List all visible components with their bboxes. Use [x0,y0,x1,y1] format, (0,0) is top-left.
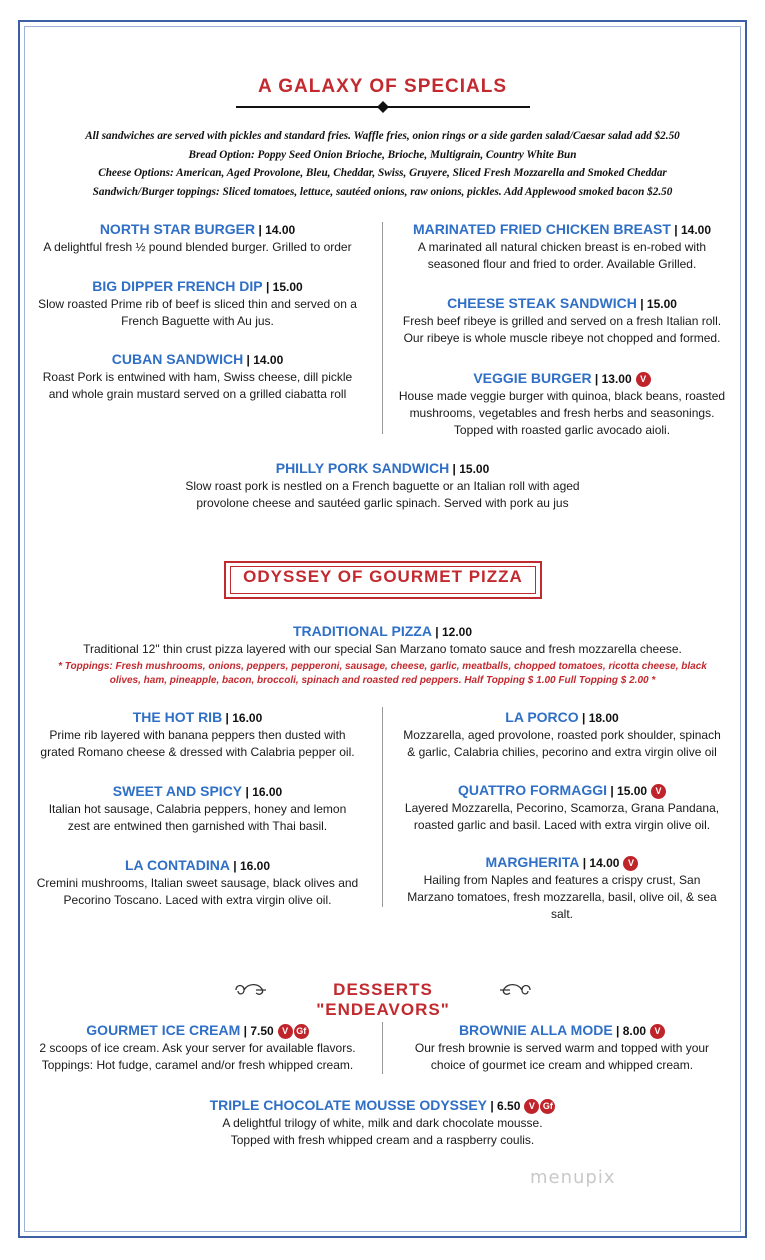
item-cuban-sandwich: CUBAN SANDWICH | 14.00 Roast Pork is entwined with ham, Swiss cheese, dill pickle and whole grain mustard served on a grilled ciabatta roll [30,350,365,403]
note-sides: All sandwiches are served with pickles and standard fries. Waffle fries, onion rings or a side garden salad/Caesar salad add $2.50 [85,130,680,142]
item-desc-line: A marinated all natural chicken breast is en-robed with [417,240,707,254]
gluten-free-badge-icon: Gf [540,1099,555,1114]
item-la-contadina: LA CONTADINA | 16.00 Cremini mushrooms, Italian sweet sausage, black olives and Pecorino Toscano. Laced with extra virgin olive oil. [30,856,365,909]
item-price: 15.00 [617,784,648,798]
vegetarian-badge-icon: V [651,784,666,799]
item-desc-line: Hailing from Naples and features a crispy crust, San [423,873,701,887]
pizza-toppings [36,660,729,688]
item-price: 6.50 [497,1099,521,1113]
item-desc-line: Mozzarella, aged provolone, roasted pork shoulder, spinach [403,728,721,742]
item-desc-line: choice of gourmet ice cream and whipped cream. [430,1058,694,1072]
vegetarian-badge-icon: V [636,372,651,387]
right-swirl-ornament-icon [498,981,532,999]
item-price: 16.00 [252,785,283,799]
item-veggie-burger: VEGGIE BURGER | 13.00 V House made veggie burger with quinoa, black beans, roasted mushrooms, vegetables and fresh herbs and seasonings. Topped with roasted garlic avocado aioli. [392,369,732,439]
item-price: 16.00 [232,711,263,725]
item-desc-line: Fresh beef ribeye is grilled and served on a fresh Italian roll. [402,314,722,328]
specials-column-divider [382,222,383,434]
item-name: CHEESE STEAK SANDWICH [447,295,637,311]
item-name: CUBAN SANDWICH [111,351,244,367]
item-name: TRIPLE CHOCOLATE MOUSSE ODYSSEY [209,1097,488,1113]
item-desc-line: provolone cheese and sautéed garlic spinach. Served with pork au jus [196,496,569,510]
item-desc-line: Topped with roasted garlic avocado aioli. [453,423,671,437]
item-brownie-alla-mode: BROWNIE ALLA MODE | 8.00 V Our fresh brownie is served warm and topped with your choice of gourmet ice cream and whipped cream. [392,1021,732,1074]
item-name: THE HOT RIB [132,709,223,725]
item-price: 15.00 [459,462,490,476]
note-bread: Bread Option: Poppy Seed Onion Brioche, Brioche, Multigrain, Country White Bun [188,148,577,161]
item-name: TRADITIONAL PIZZA [292,623,432,639]
item-price: 14.00 [680,223,712,237]
item-desc-line: zest are entwined then garnished with Thai basil. [67,819,328,833]
item-name: SWEET AND SPICY [112,783,243,799]
item-name: BIG DIPPER FRENCH DIP [92,278,263,294]
vegetarian-badge-icon: V [524,1099,539,1114]
pizza-column-divider [382,707,383,907]
item-desc-line: roasted garlic and basil. Laced with extra virgin olive oil. [413,818,711,832]
item-name: MARINATED FRIED CHICKEN BREAST [412,221,671,237]
item-price: 14.00 [253,353,284,367]
item-desc-line: Pecorino Toscano. Laced with extra virgin olive oil. [63,893,332,907]
item-name: LA CONTADINA [124,857,230,873]
item-desc-line: Roast Pork is entwined with ham, Swiss cheese, dill pickle [42,370,353,384]
item-philly-pork-sandwich: PHILLY PORK SANDWICH | 15.00 Slow roast pork is nestled on a French baguette or an Italian roll with aged provolone cheese and sautéed garlic spinach. Served with pork au jus [30,459,735,512]
specials-title-underline [236,100,530,114]
item-big-dipper-french-dip: BIG DIPPER FRENCH DIP | 15.00 Slow roasted Prime rib of beef is sliced thin and served on a French Baguette with Au jus. [30,277,365,330]
item-desc-line: Italian hot sausage, Calabria peppers, honey and lemon [48,802,347,816]
item-cheese-steak-sandwich: CHEESE STEAK SANDWICH | 15.00 Fresh beef ribeye is grilled and served on a fresh Italian roll. Our ribeye is whole muscle ribeye not chopped and formed. [392,294,732,347]
item-desc-line: A delightful trilogy of white, milk and dark chocolate mousse. [222,1116,543,1130]
desserts-column-divider [382,1022,383,1074]
item-desc: Traditional 12" thin crust pizza layered with our special San Marzano tomato sauce and fresh mozzarella cheese. [83,642,682,656]
item-price: 15.00 [646,297,677,311]
item-desc-line: Cremini mushrooms, Italian sweet sausage, black olives and [36,876,359,890]
item-north-star-burger: NORTH STAR BURGER | 14.00 A delightful fresh ½ pound blended burger. Grilled to order [30,220,365,256]
item-desc-line: Our ribeye is whole muscle ribeye not chopped and formed. [403,331,721,345]
item-desc-line: French Baguette with Au jus. [121,314,274,328]
specials-title: A GALAXY OF SPECIALS [257,76,508,97]
gluten-free-badge-icon: Gf [294,1024,309,1039]
item-price: 16.00 [240,859,271,873]
item-desc: A delightful fresh ½ pound blended burger. Grilled to order [43,240,352,254]
item-name: VEGGIE BURGER [473,370,592,386]
item-desc-line: & garlic, Calabria chilies, pecorino and extra virgin olive oil [407,745,717,759]
item-price: 18.00 [588,711,619,725]
vegetarian-badge-icon: V [278,1024,293,1039]
item-price: 12.00 [441,625,473,639]
item-price: 14.00 [589,856,620,870]
item-desc-line: mushrooms, vegetables and fresh herbs and seasonings. [409,406,715,420]
item-desc-line: Toppings: Hot fudge, caramel and/or fresh whipped cream. [41,1058,354,1072]
item-desc-line: Marzano tomatoes, fresh mozzarella, basil, olive oil, & sea [407,890,717,904]
item-name: QUATTRO FORMAGGI [457,782,607,798]
item-desc-line: grated Romano cheese & dressed with Calabria pepper oil. [40,745,355,759]
item-traditional-pizza: TRADITIONAL PIZZA | 12.00 Traditional 12" thin crust pizza layered with our special San Marzano tomato sauce and fresh mozzarella cheese. [30,622,735,658]
item-gourmet-ice-cream: GOURMET ICE CREAM | 7.50 V Gf 2 scoops of ice cream. Ask your server for available flavors. Toppings: Hot fudge, caramel and/or fresh whipped cream. [30,1021,365,1074]
item-quattro-formaggi: QUATTRO FORMAGGI | 15.00 V Layered Mozzarella, Pecorino, Scamorza, Grana Pandana, roasted garlic and basil. Laced with extra virgin olive oil. [392,781,732,834]
item-desc-line: and whole grain mustard served on a grilled ciabatta roll [48,387,347,401]
item-desc-line: House made veggie burger with quinoa, black beans, roasted [398,389,726,403]
left-swirl-ornament-icon [234,981,268,999]
note-toppings: Sandwich/Burger toppings: Sliced tomatoes, lettuce, sautéed onions, raw onions, pickles. Add Applewood smoked bacon $2.50 [92,185,673,198]
item-la-porco: LA PORCO | 18.00 Mozzarella, aged provolone, roasted pork shoulder, spinach & garlic, Calabria chilies, pecorino and extra virgin olive oil [392,708,732,761]
item-desc-line: 2 scoops of ice cream. Ask your server for available flavors. [39,1041,356,1055]
vegetarian-badge-icon: V [623,856,638,871]
item-desc-line: seasoned flour and fried to order. Available Grilled. [427,257,697,271]
item-sweet-and-spicy: SWEET AND SPICY | 16.00 Italian hot sausage, Calabria peppers, honey and lemon zest are entwined then garnished with Thai basil. [30,782,365,835]
item-desc-line: Prime rib layered with banana peppers then dusted with [49,728,346,742]
toppings-line: * Toppings: Fresh mushrooms, onions, peppers, pepperoni, sausage, cheese, garlic, meatballs, chopped tomatoes, ricotta cheese, black [58,661,707,672]
specials-notes [30,127,735,201]
desserts-title: DESSERTS "ENDEAVORS" [316,980,450,1019]
note-cheese: Cheese Options: American, Aged Provolone, Bleu, Cheddar, Swiss, Gruyere, Sliced Fresh Mozzarella and Smoked Cheddar [98,167,667,179]
item-desc-line: Our fresh brownie is served warm and topped with your [414,1041,710,1055]
item-price: 13.00 [601,372,632,386]
item-the-hot-rib: THE HOT RIB | 16.00 Prime rib layered with banana peppers then dusted with grated Romano cheese & dressed with Calabria pepper oil. [30,708,365,761]
pizza-title: ODYSSEY OF GOURMET PIZZA [243,567,523,586]
item-name: MARGHERITA [485,854,580,870]
item-desc-line: Slow roasted Prime rib of beef is sliced thin and served on a [38,297,357,311]
item-name: LA PORCO [505,709,579,725]
item-desc-line: Layered Mozzarella, Pecorino, Scamorza, Grana Pandana, [404,801,720,815]
vegetarian-badge-icon: V [650,1024,665,1039]
item-price: 8.00 [622,1024,647,1038]
item-desc-line: Topped with fresh whipped cream and a raspberry coulis. [230,1133,535,1147]
item-name: NORTH STAR BURGER [99,221,256,237]
item-price: 15.00 [272,280,303,294]
item-name: BROWNIE ALLA MODE [458,1022,613,1038]
item-margherita: MARGHERITA | 14.00 V Hailing from Naples and features a crispy crust, San Marzano tomatoes, fresh mozzarella, basil, olive oil, & sea salt. [392,853,732,923]
item-price: 14.00 [265,223,296,237]
item-name: GOURMET ICE CREAM [86,1022,241,1038]
menupix-watermark: menupix [530,1167,616,1188]
item-triple-chocolate-mousse: TRIPLE CHOCOLATE MOUSSE ODYSSEY | 6.50 V Gf A delightful trilogy of white, milk and dark chocolate mousse. Topped with fresh whipped cream and a raspberry coulis. [30,1096,735,1149]
item-price: 7.50 [250,1024,274,1038]
item-desc-line: salt. [550,907,573,921]
item-desc-line: Slow roast pork is nestled on a French baguette or an Italian roll with aged [185,479,580,493]
toppings-line: olives, ham, pineapple, bacon, broccoli, spinach and roasted red peppers. Half Topping $ 1.00 Full Topping $ 2.00 * [109,675,656,686]
item-name: PHILLY PORK SANDWICH [275,460,450,476]
item-marinated-fried-chicken: MARINATED FRIED CHICKEN BREAST | 14.00 A marinated all natural chicken breast is en-robed with seasoned flour and fried to order. Available Grilled. [392,220,732,273]
